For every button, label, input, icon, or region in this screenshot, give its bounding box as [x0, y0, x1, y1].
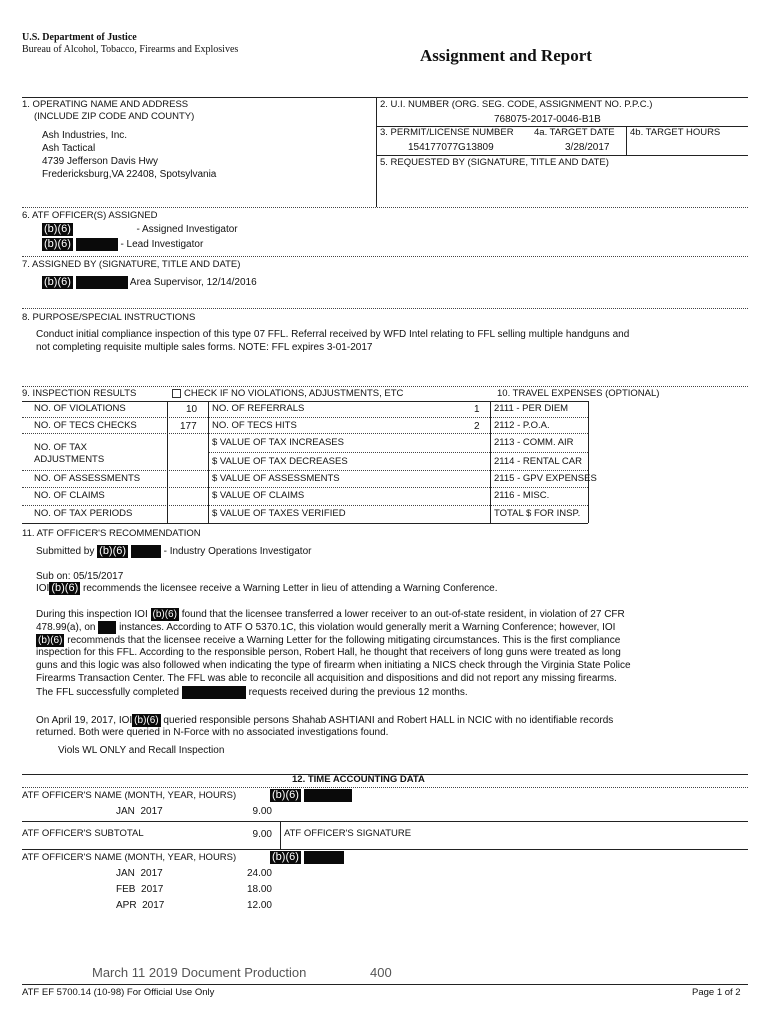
month: JAN: [116, 806, 135, 817]
divider: [588, 401, 589, 523]
subtotal-value: 9.00: [252, 829, 272, 840]
paragraph-line: [36, 686, 468, 699]
subtotal-label: ATF OFFICER'S SUBTOTAL: [22, 828, 144, 839]
time-accounting-label: 12. TIME ACCOUNTING DATA: [292, 774, 425, 785]
assigned-by-value: Area Supervisor, 12/14/2016: [129, 277, 257, 289]
divider: [22, 417, 588, 418]
officers-assigned-label: 6. ATF OFFICER(S) ASSIGNED: [22, 210, 158, 221]
operating-name-label: 1. OPERATING NAME AND ADDRESS: [22, 99, 189, 110]
redaction-box: (b)(6): [99, 545, 127, 557]
purpose-line: not completing requisite multiple sales forms. NOTE: FFL expires 3-01-2017: [36, 342, 373, 353]
time-row: [116, 868, 163, 880]
paragraph-text: instances. According to ATF O 5370.1C, this violation would generally merit a Warning Conference; however, IOI: [119, 622, 616, 634]
no-violations-check[interactable]: [172, 389, 403, 400]
submitted-by-text: Submitted by: [36, 546, 95, 558]
redaction-box: (b)(6): [272, 851, 299, 863]
paragraph-text: During this inspection IOI: [36, 609, 148, 621]
value-claims-label: $ VALUE OF CLAIMS: [212, 490, 305, 501]
no-tecs-checks-value: 177: [180, 421, 197, 432]
officer-name-label: ATF OFFICER'S NAME (MONTH, YEAR, HOURS): [22, 852, 237, 863]
divider: [208, 401, 209, 523]
assigned-by-row: [42, 276, 257, 289]
paragraph-line: [36, 621, 615, 634]
divider: [22, 386, 748, 387]
no-tecs-hits-label: NO. OF TECS HITS: [212, 420, 297, 431]
divider: [22, 487, 588, 488]
paragraph-line: inspection for this FFL. According to the responsible person, Robert Hall, he thought that receivers of long guns were treated as long: [36, 647, 621, 658]
form-title: Assignment and Report: [420, 46, 592, 65]
checkbox-icon[interactable]: [172, 389, 181, 398]
production-stamp: March 11 2019 Document Production: [92, 965, 307, 980]
no-referrals-label: NO. OF REFERRALS: [212, 403, 305, 414]
paragraph-line: [36, 608, 625, 621]
signature-label: ATF OFFICER'S SIGNATURE: [284, 828, 412, 839]
paragraph-text: found that the licensee transferred a lower receiver to an out-of-state resident, in violation of 27 CFR: [181, 609, 625, 621]
submitted-date: Sub on: 05/15/2017: [36, 571, 124, 582]
divider: [22, 401, 588, 402]
travel-item: 2114 - RENTAL CAR: [494, 456, 582, 467]
divider: [22, 207, 748, 208]
recommendation-label: 11. ATF OFFICER'S RECOMMENDATION: [22, 528, 201, 539]
redaction-box: (b)(6): [152, 609, 177, 620]
time-row: [116, 900, 164, 912]
divider: [22, 787, 748, 788]
divider: [376, 155, 748, 156]
divider: [22, 470, 588, 471]
redaction-box: (b)(6): [44, 276, 71, 288]
paragraph-text: queried responsible persons Shahab ASHTIANI and Robert HALL in NCIC with no identifiable records: [163, 715, 614, 727]
redaction-box: (b)(6): [272, 789, 299, 801]
paragraph-line: [36, 714, 613, 727]
officer-role: - Assigned Investigator: [136, 224, 238, 236]
no-tecs-checks-label: NO. OF TECS CHECKS: [34, 420, 137, 431]
recommendation-text: recommends the licensee receive a Warning Letter in lieu of attending a Warning Conference.: [83, 583, 498, 595]
divider: [22, 256, 748, 257]
paragraph-line: [36, 634, 620, 647]
recommendation-line: [36, 582, 498, 595]
divider: [208, 452, 588, 453]
divider: [22, 97, 748, 98]
divider: [167, 401, 168, 523]
officer-row: [42, 223, 238, 236]
time-row: [116, 884, 163, 896]
month: JAN: [116, 868, 135, 879]
year: 2017: [140, 806, 163, 817]
travel-item: 2112 - P.O.A.: [494, 420, 550, 431]
permit-value: 154177077G13809: [408, 142, 494, 153]
requested-by-label: 5. REQUESTED BY (SIGNATURE, TITLE AND DATE): [380, 157, 609, 168]
paragraph-text: recommends that the licensee receive a Warning Letter for the following mitigating circumstances. This is the first compliance: [67, 635, 621, 647]
redaction-box: (b)(6): [38, 635, 63, 646]
no-violations-label: NO. OF VIOLATIONS: [34, 403, 126, 414]
ioi-text: IOI: [36, 583, 50, 595]
address-line: 4739 Jefferson Davis Hwy: [42, 156, 158, 167]
submitted-role: - Industry Operations Investigator: [163, 546, 312, 558]
divider: [22, 308, 748, 309]
divider: [22, 523, 588, 524]
submitted-by-row: [36, 545, 311, 558]
target-date-value: 3/28/2017: [565, 142, 610, 153]
tax-decreases-label: $ VALUE OF TAX DECREASES: [212, 456, 348, 467]
page-indicator: Page 1 of 2: [692, 987, 741, 998]
travel-item: TOTAL $ FOR INSP.: [494, 508, 581, 519]
divider: [376, 97, 377, 207]
paragraph-text: The FFL successfully completed: [36, 687, 180, 699]
no-referrals-value: 1: [474, 404, 480, 415]
paragraph-text: 478.99(a), on: [36, 622, 96, 634]
month: APR: [116, 900, 137, 911]
purpose-label: 8. PURPOSE/SPECIAL INSTRUCTIONS: [22, 312, 196, 323]
travel-item: 2113 - COMM. AIR: [494, 437, 574, 448]
divider: [22, 505, 588, 506]
paragraph-line: Firearms Transaction Center. The FFL was able to reconcile all acquisition and dispositions and did not report any missing firearms.: [36, 673, 617, 684]
divider: [280, 821, 281, 849]
month: FEB: [116, 884, 136, 895]
redaction-box: (b)(6): [44, 223, 71, 235]
production-page-number: 400: [370, 965, 392, 980]
year: 2017: [141, 884, 164, 895]
year: 2017: [140, 868, 163, 879]
hours: 18.00: [246, 884, 272, 895]
officer-name-value: [270, 789, 352, 802]
ui-number-label: 2. U.I. NUMBER (ORG. SEG. CODE, ASSIGNMENT NO. P.P.C.): [380, 99, 653, 110]
paragraph-text: On April 19, 2017, IOI: [36, 715, 133, 727]
permit-label: 3. PERMIT/LICENSE NUMBER: [380, 127, 514, 138]
value-assessments-label: $ VALUE OF ASSESSMENTS: [212, 473, 340, 484]
form-number: ATF EF 5700.14 (10-98) For Official Use Only: [22, 987, 215, 998]
time-row: [116, 806, 163, 818]
hours: 12.00: [246, 900, 272, 911]
divider: [22, 433, 588, 434]
paragraph-line: guns and this logic was also followed when indicating the type of firearm when initiating a NICS check through the Virginia State Police: [36, 660, 631, 671]
divider: [22, 849, 748, 850]
no-violations-check-label: CHECK IF NO VIOLATIONS, ADJUSTMENTS, ETC: [184, 388, 404, 400]
hours: 24.00: [246, 868, 272, 879]
purpose-line: Conduct initial compliance inspection of this type 07 FFL. Referral received by WFD Intel relating to FFL selling multiple handguns and: [36, 329, 630, 340]
tax-increases-label: $ VALUE OF TAX INCREASES: [212, 437, 344, 448]
redaction-box: (b)(6): [51, 582, 79, 594]
operating-name-sublabel: (INCLUDE ZIP CODE AND COUNTY): [34, 111, 195, 122]
divider: [22, 821, 748, 822]
no-tax-periods-label: NO. OF TAX PERIODS: [34, 508, 133, 519]
redaction-box: (b)(6): [134, 715, 159, 726]
no-tecs-hits-value: 2: [474, 421, 480, 432]
value-taxes-verified-label: $ VALUE OF TAXES VERIFIED: [212, 508, 346, 519]
target-date-label: 4a. TARGET DATE: [534, 127, 615, 138]
redaction-box: (b)(6): [44, 238, 71, 250]
paragraph-text: requests received during the previous 12 months.: [248, 687, 468, 699]
year: 2017: [142, 900, 165, 911]
no-tax-adjustments-label: NO. OF TAX ADJUSTMENTS: [34, 442, 105, 466]
paragraph-line: returned. Both were queried in N-Force with no associated investigations found.: [36, 727, 389, 738]
divider: [22, 984, 748, 985]
divider: [626, 126, 627, 155]
agency-name: U.S. Department of Justice: [22, 32, 137, 43]
travel-item: 2116 - MISC.: [494, 490, 550, 501]
hours: 9.00: [252, 806, 272, 817]
officer-name-label: ATF OFFICER'S NAME (MONTH, YEAR, HOURS): [22, 790, 237, 801]
officer-role: - Lead Investigator: [120, 239, 204, 251]
ui-number-value: 768075-2017-0046-B1B: [494, 114, 601, 125]
address-line: Ash Tactical: [42, 143, 96, 154]
address-line: Ash Industries, Inc.: [42, 130, 128, 141]
no-claims-label: NO. OF CLAIMS: [34, 490, 105, 501]
address-line: Fredericksburg,VA 22408, Spotsylvania: [42, 169, 217, 180]
no-assessments-label: NO. OF ASSESSMENTS: [34, 473, 141, 484]
travel-item: 2115 - GPV EXPENSES: [494, 473, 597, 484]
travel-expenses-label: 10. TRAVEL EXPENSES (OPTIONAL): [497, 388, 660, 399]
travel-item: 2111 - PER DIEM: [494, 403, 569, 414]
no-violations-value: 10: [186, 404, 198, 415]
target-hours-label: 4b. TARGET HOURS: [630, 127, 721, 138]
divider: [490, 401, 491, 523]
officer-name-value: [270, 851, 344, 864]
assigned-by-label: 7. ASSIGNED BY (SIGNATURE, TITLE AND DATE): [22, 259, 241, 270]
bureau-name: Bureau of Alcohol, Tobacco, Firearms and Explosives: [22, 44, 239, 55]
officer-row: [42, 238, 203, 251]
inspection-results-label: 9. INSPECTION RESULTS: [22, 388, 137, 399]
viols-line: Viols WL ONLY and Recall Inspection: [58, 745, 225, 756]
